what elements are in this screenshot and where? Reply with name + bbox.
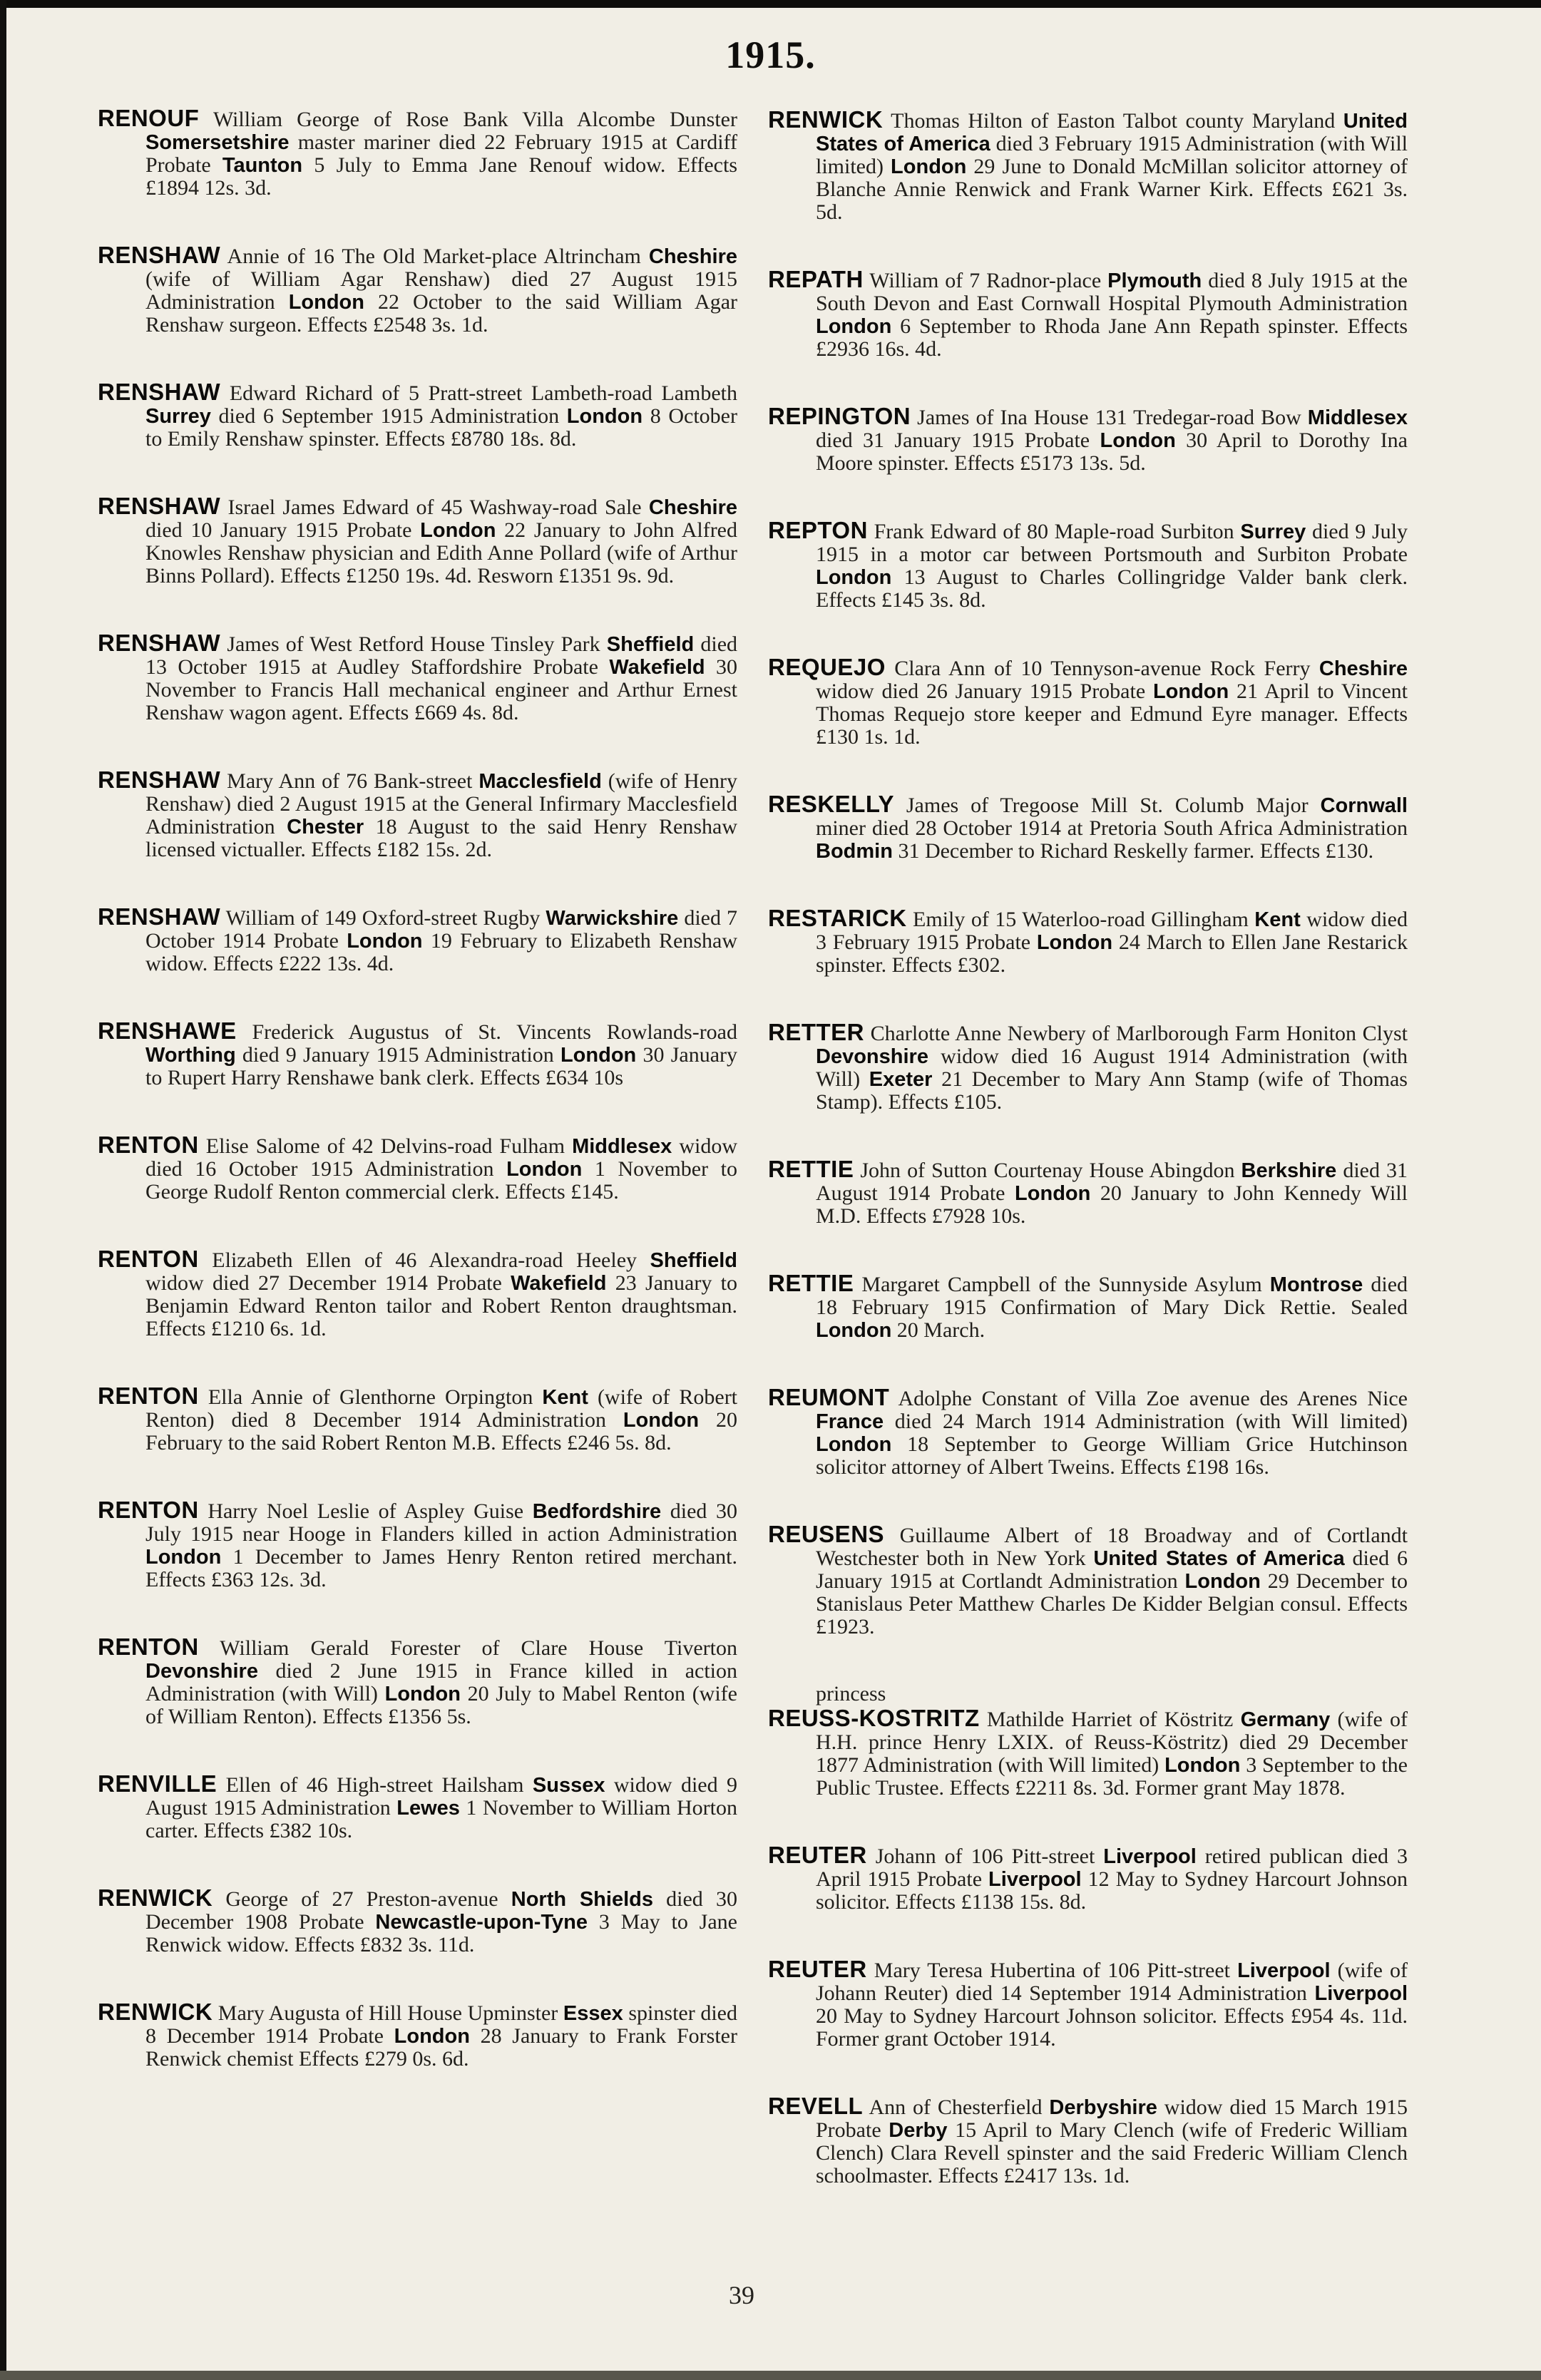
probate-entry bbox=[768, 1386, 1408, 1479]
surname-headword: REUMONT bbox=[768, 1384, 890, 1410]
surname-headword: RENSHAW bbox=[98, 766, 221, 793]
place-name: Berkshire bbox=[1241, 1159, 1337, 1182]
place-name: Lewes bbox=[396, 1797, 460, 1820]
place-name: London bbox=[1152, 680, 1229, 703]
probate-entry bbox=[768, 1021, 1408, 1114]
surname-headword: RENSHAW bbox=[98, 493, 221, 519]
entry-text: RENSHAW William of 149 Oxford-street Rugby Warwickshire died 7 October 1914 Probate London 19 February to Elizabeth Renshaw widow. Effects £222 13s. 4d. bbox=[98, 903, 737, 975]
entry-text: REPINGTON James of Ina House 131 Tredegar-road Bow Middlesex died 31 January 1915 Probate London 30 April to Dorothy Ina Moore spinster. Effects £5173 13s. 5d. bbox=[768, 403, 1408, 475]
scan-edge-left bbox=[0, 0, 6, 2380]
probate-entry bbox=[98, 495, 737, 588]
surname-headword: RESKELLY bbox=[768, 791, 894, 817]
place-name: Liverpool bbox=[988, 1868, 1082, 1891]
entry-prefix: princess bbox=[816, 1682, 886, 1706]
place-name: Macclesfield bbox=[478, 770, 602, 793]
place-name: London bbox=[1164, 1754, 1241, 1777]
surname-headword: REPINGTON bbox=[768, 403, 911, 429]
probate-entry bbox=[98, 1499, 737, 1591]
probate-entry bbox=[98, 632, 737, 724]
probate-entry bbox=[98, 903, 737, 975]
place-name: Devonshire bbox=[145, 1660, 258, 1683]
probate-entry bbox=[768, 1523, 1408, 1638]
place-name: Cheshire bbox=[648, 245, 737, 268]
place-name: Kent bbox=[542, 1386, 588, 1409]
entry-text: RESKELLY James of Tregoose Mill St. Columb Major Cornwall miner died 28 October 1914 at Pretoria South Africa Administration Bodmin 31 December to Richard Reskelly farmer. Effects £130. bbox=[768, 791, 1408, 863]
place-name: Warwickshire bbox=[546, 907, 679, 930]
place-name: Middlesex bbox=[1307, 406, 1408, 429]
page-number: 39 bbox=[729, 2281, 754, 2309]
probate-entry bbox=[98, 2001, 737, 2071]
place-name: Bedfordshire bbox=[532, 1500, 662, 1523]
entry-text: RENSHAW Edward Richard of 5 Pratt-street Lambeth-road Lambeth Surrey died 6 September 1915 Administration London 8 October to Emily Renshaw spinster. Effects £8780 18s. 8d. bbox=[98, 379, 738, 451]
probate-entry bbox=[98, 1248, 737, 1340]
probate-entry bbox=[98, 1017, 737, 1089]
place-name: Surrey bbox=[1240, 520, 1306, 543]
right-column bbox=[768, 108, 1408, 2232]
surname-headword: RESTARICK bbox=[768, 905, 907, 931]
entry-text: RENTON Elise Salome of 42 Delvins-road Fulham Middlesex widow died 16 October 1915 Administration London 1 November to George Rudolf Renton commercial clerk. Effects £145. bbox=[98, 1132, 737, 1204]
place-name: Essex bbox=[563, 2002, 623, 2025]
surname-headword: REUSENS bbox=[768, 1521, 885, 1547]
surname-headword: RENWICK bbox=[98, 1884, 213, 1911]
place-name: Liverpool bbox=[1237, 1959, 1331, 1982]
place-name: London bbox=[891, 155, 967, 178]
place-name: Liverpool bbox=[1103, 1845, 1197, 1868]
place-name: North Shields bbox=[511, 1888, 653, 1911]
place-name: Bodmin bbox=[816, 840, 893, 863]
place-name: Germany bbox=[1240, 1708, 1331, 1731]
surname-headword: RENTON bbox=[98, 1132, 199, 1158]
scan-edge-bottom bbox=[0, 2371, 1541, 2380]
entry-text: REVELL Ann of Chesterfield Derbyshire widow died 15 March 1915 Probate Derby 15 April to Mary Clench (wife of Frederic William Clench) Clara Revell spinster and the said Frederic William Clench schoolmaster. Effects £2417 13s. 1d. bbox=[768, 2093, 1408, 2187]
place-name: Montrose bbox=[1269, 1273, 1363, 1296]
probate-entry bbox=[768, 405, 1408, 475]
place-name: Liverpool bbox=[1314, 1982, 1408, 2005]
place-name: Devonshire bbox=[816, 1045, 928, 1068]
place-name: London bbox=[816, 1433, 892, 1456]
entry-text: REPTON Frank Edward of 80 Maple-road Surbiton Surrey died 9 July 1915 in a motor car between Portsmouth and Surbiton Probate London 13 August to Charles Collingridge Valder bank clerk. Effects £145 3s. 8d. bbox=[768, 517, 1408, 612]
surname-headword: RENSHAWE bbox=[98, 1017, 237, 1044]
probate-entry bbox=[768, 907, 1408, 977]
surname-headword: RENOUF bbox=[98, 105, 200, 131]
place-name: Newcastle-upon-Tyne bbox=[375, 1911, 588, 1934]
place-name: London bbox=[1036, 931, 1113, 954]
place-name: London bbox=[394, 2025, 470, 2048]
surname-headword: RENTON bbox=[98, 1383, 199, 1409]
left-column bbox=[98, 107, 737, 2115]
entry-text: RENTON Harry Noel Leslie of Aspley Guise Bedfordshire died 30 July 1915 near Hooge in Flanders killed in action Administration London 1 December to James Henry Renton retired merchant. Effects £363 12s. 3d. bbox=[98, 1497, 737, 1591]
probate-entry bbox=[768, 2095, 1408, 2187]
place-name: Surrey bbox=[145, 405, 211, 428]
place-name: Wakefield bbox=[511, 1272, 607, 1295]
entry-text: RENTON William Gerald Forester of Clare House Tiverton Devonshire died 2 June 1915 in France killed in action Administration (with Will) London 20 July to Mabel Renton (wife of William Renton). Effects £1356 5s. bbox=[98, 1633, 737, 1728]
place-name: Taunton bbox=[222, 154, 303, 177]
place-name: Plymouth bbox=[1107, 270, 1202, 292]
place-name: London bbox=[816, 566, 892, 589]
place-name: Chester bbox=[287, 816, 364, 838]
place-name: London bbox=[560, 1044, 637, 1067]
place-name: Cornwall bbox=[1320, 794, 1408, 817]
probate-entry bbox=[768, 1958, 1408, 2051]
entry-text: REQUEJO Clara Ann of 10 Tennyson-avenue Rock Ferry Cheshire widow died 26 January 1915 Probate London 21 April to Vincent Thomas Requejo store keeper and Edmund Eyre manager. Effects £130 1s. 1d. bbox=[768, 654, 1408, 749]
surname-headword: RETTER bbox=[768, 1019, 864, 1045]
place-name: London bbox=[1184, 1570, 1261, 1593]
probate-entry bbox=[98, 1385, 737, 1455]
surname-headword: RENVILLE bbox=[98, 1770, 217, 1797]
probate-entry bbox=[768, 793, 1408, 863]
place-name: London bbox=[566, 405, 643, 428]
surname-headword: RENSHAW bbox=[98, 630, 221, 656]
year-heading: 1915. bbox=[725, 34, 816, 76]
entry-text: RETTIE Margaret Campbell of the Sunnyside Asylum Montrose died 18 February 1915 Confirmation of Mary Dick Rettie. Sealed London 20 March. bbox=[768, 1270, 1408, 1342]
entry-text: RENSHAW Israel James Edward of 45 Washway-road Sale Cheshire died 10 January 1915 Probate London 22 January to John Alfred Knowles Renshaw physician and Edith Anne Pollard (wife of Arthur Binns Pollard). Effects £1250 19s. 4d. Resworn £1351 9s. 9d. bbox=[98, 493, 738, 588]
probate-entry bbox=[768, 519, 1408, 612]
surname-headword: RENTON bbox=[98, 1246, 199, 1272]
surname-headword: RENWICK bbox=[768, 106, 884, 133]
place-name: London bbox=[506, 1158, 583, 1181]
entry-text: REUTER Mary Teresa Hubertina of 106 Pitt-street Liverpool (wife of Johann Reuter) died 14 September 1914 Administration Liverpool 20 May to Sydney Harcourt Johnson solicitor. Effects £954 4s. 11d. Former grant October 1914. bbox=[768, 1956, 1408, 2051]
surname-headword: RENTON bbox=[98, 1633, 199, 1660]
place-name: Derby bbox=[889, 2119, 948, 2142]
probate-entry bbox=[768, 656, 1408, 749]
entry-text: RENOUF William George of Rose Bank Villa Alcombe Dunster Somersetshire master mariner died 22 February 1915 at Cardiff Probate Taunton 5 July to Emma Jane Renouf widow. Effects £1894 12s. 3d. bbox=[98, 105, 737, 200]
probate-entry bbox=[98, 766, 738, 861]
entry-text: RETTIE John of Sutton Courtenay House Abingdon Berkshire died 31 August 1914 Probate London 20 January to John Kennedy Will M.D. Effects £7928 10s. bbox=[768, 1156, 1408, 1228]
surname-headword: RENSHAW bbox=[98, 379, 221, 405]
surname-headword: REUTER bbox=[768, 1956, 867, 1982]
entry-text: RENSHAW Mary Ann of 76 Bank-street Macclesfield (wife of Henry Renshaw) died 2 August 1915 at the General Infirmary Macclesfield Administration Chester 18 August to the said Henry Renshaw licensed victualler. Effects £182 15s. 2d. bbox=[98, 766, 738, 861]
surname-headword: RETTIE bbox=[768, 1156, 854, 1182]
probate-entry bbox=[98, 1134, 737, 1204]
place-name: London bbox=[145, 1546, 222, 1569]
entry-text: RENTON Elizabeth Ellen of 46 Alexandra-road Heeley Sheffield widow died 27 December 1914 Probate Wakefield 23 January to Benjamin Edward Renton tailor and Robert Renton draughtsman. Effects £1210 6s. 1d. bbox=[98, 1246, 737, 1340]
surname-headword: REUTER bbox=[768, 1842, 867, 1868]
entry-text: RENWICK Mary Augusta of Hill House Upminster Essex spinster died 8 December 1914 Probate London 28 January to Frank Forster Renwick chemist Effects £279 0s. 6d. bbox=[98, 1999, 737, 2071]
entry-text: RENSHAW James of West Retford House Tinsley Park Sheffield died 13 October 1915 at Audley Staffordshire Probate Wakefield 30 November to Francis Hall mechanical engineer and Arthur Ernest Renshaw wagon agent. Effects £669 4s. 8d. bbox=[98, 630, 738, 724]
probate-entry bbox=[768, 1683, 1408, 1800]
entry-text: RENVILLE Ellen of 46 High-street Hailsham Sussex widow died 9 August 1915 Administration Lewes 1 November to William Horton carter. Effects £382 10s. bbox=[98, 1770, 738, 1842]
probate-entry bbox=[98, 1633, 737, 1728]
probate-entry bbox=[768, 268, 1408, 361]
surname-headword: RETTIE bbox=[768, 1270, 854, 1296]
surname-headword: REPATH bbox=[768, 266, 864, 292]
surname-headword: RENSHAW bbox=[98, 903, 221, 930]
surname-headword: RENTON bbox=[98, 1497, 199, 1523]
place-name: Sussex bbox=[532, 1774, 605, 1797]
place-name: Middlesex bbox=[572, 1135, 672, 1158]
place-name: United States of America bbox=[1093, 1547, 1345, 1570]
entry-text: REUMONT Adolphe Constant of Villa Zoe avenue des Arenes Nice France died 24 March 1914 Administration (with Will limited) London 18 September to George William Grice Hutchinson solicitor attorney of Albert Tweins. Effects £198 16s. bbox=[768, 1384, 1408, 1479]
surname-headword: RENSHAW bbox=[98, 242, 221, 268]
probate-entry bbox=[98, 107, 737, 200]
place-name: Sheffield bbox=[650, 1249, 737, 1272]
place-name: London bbox=[1015, 1182, 1091, 1205]
place-name: London bbox=[384, 1683, 461, 1706]
entry-text: REUTER Johann of 106 Pitt-street Liverpool retired publican died 3 April 1915 Probate Liverpool 12 May to Sydney Harcourt Johnson solicitor. Effects £1138 15s. 8d. bbox=[768, 1842, 1408, 1914]
place-name: London bbox=[1100, 429, 1176, 452]
probate-entry bbox=[98, 244, 737, 337]
surname-headword: REPTON bbox=[768, 517, 868, 543]
probate-entry bbox=[98, 1770, 738, 1842]
place-name: United States of America bbox=[816, 110, 1408, 155]
entry-text: RENSHAWE Frederick Augustus of St. Vincents Rowlands-road Worthing died 9 January 1915 Administration London 30 January to Rupert Harry Renshawe bank clerk. Effects £634 10s bbox=[98, 1017, 737, 1089]
entry-text: RENWICK Thomas Hilton of Easton Talbot county Maryland United States of America died 3 February 1915 Administration (with Will limited) London 29 June to Donald McMillan solicitor attorney of Blanche Annie Renwick and Frank Warner Kirk. Effects £621 3s. 5d. bbox=[768, 106, 1408, 224]
place-name: London bbox=[816, 315, 892, 338]
place-name: Worthing bbox=[145, 1044, 236, 1067]
place-name: London bbox=[288, 291, 364, 314]
entry-text: RENSHAW Annie of 16 The Old Market-place Altrincham Cheshire (wife of William Agar Renshaw) died 27 August 1915 Administration London 22 October to the said William Agar Renshaw surgeon. Effects £2548 3s. 1d. bbox=[98, 242, 737, 337]
place-name: Derbyshire bbox=[1049, 2096, 1157, 2119]
entry-text: RETTER Charlotte Anne Newbery of Marlborough Farm Honiton Clyst Devonshire widow died 16 August 1914 Administration (with Will) Exeter 21 December to Mary Ann Stamp (wife of Thomas Stamp). Effects £105. bbox=[768, 1019, 1408, 1114]
place-name: Somersetshire bbox=[145, 131, 290, 154]
surname-headword: RENWICK bbox=[98, 1999, 213, 2025]
place-name: Exeter bbox=[869, 1068, 933, 1091]
entry-text: RENTON Ella Annie of Glenthorne Orpington Kent (wife of Robert Renton) died 8 December 1914 Administration London 20 February to the said Robert Renton M.B. Effects £246 5s. 8d. bbox=[98, 1383, 738, 1455]
probate-entry bbox=[98, 381, 737, 451]
entry-text: RENWICK George of 27 Preston-avenue North Shields died 30 December 1908 Probate Newcastle-upon-Tyne 3 May to Jane Renwick widow. Effects £832 3s. 11d. bbox=[98, 1884, 737, 1956]
entry-text: REPATH William of 7 Radnor-place Plymouth died 8 July 1915 at the South Devon and East Cornwall Hospital Plymouth Administration London 6 September to Rhoda Jane Ann Repath spinster. Effects £2936 16s. 4d. bbox=[768, 266, 1408, 361]
probate-entry bbox=[768, 1272, 1408, 1342]
probate-entry bbox=[98, 1884, 737, 1956]
probate-entry bbox=[768, 1844, 1408, 1914]
entry-text: RESTARICK Emily of 15 Waterloo-road Gillingham Kent widow died 3 February 1915 Probate London 24 March to Ellen Jane Restarick spinster. Effects £302. bbox=[768, 905, 1408, 977]
surname-headword: REQUEJO bbox=[768, 654, 886, 680]
scan-edge-top bbox=[0, 0, 1541, 8]
surname-headword: REVELL bbox=[768, 2093, 864, 2119]
surname-headword: REUSS-KOSTRITZ bbox=[768, 1705, 980, 1731]
place-name: London bbox=[347, 930, 423, 953]
entry-text: REUSS-KOSTRITZ Mathilde Harriet of Köstritz Germany (wife of H.H. prince Henry LXIX. of Reuss-Köstritz) died 29 December 1877 Administration (with Will limited) London 3 September to the Public Trustee. Effects £2211 8s. 3d. Former grant May 1878. bbox=[768, 1705, 1408, 1800]
probate-entry bbox=[768, 108, 1408, 224]
place-name: Sheffield bbox=[606, 633, 695, 656]
place-name: Kent bbox=[1254, 908, 1301, 931]
place-name: France bbox=[816, 1410, 884, 1433]
place-name: Cheshire bbox=[1319, 657, 1408, 680]
place-name: London bbox=[816, 1319, 892, 1342]
entry-text: REUSENS Guillaume Albert of 18 Broadway and of Cortlandt Westchester both in New York United States of America died 6 January 1915 at Cortlandt Administration London 29 December to Stanislaus Peter Matthew Charles De Kidder Belgian consul. Effects £1923. bbox=[768, 1521, 1408, 1638]
place-name: London bbox=[420, 519, 496, 542]
place-name: Wakefield bbox=[609, 656, 705, 679]
place-name: Cheshire bbox=[648, 496, 738, 519]
probate-entry bbox=[768, 1158, 1408, 1228]
place-name: London bbox=[623, 1409, 700, 1432]
